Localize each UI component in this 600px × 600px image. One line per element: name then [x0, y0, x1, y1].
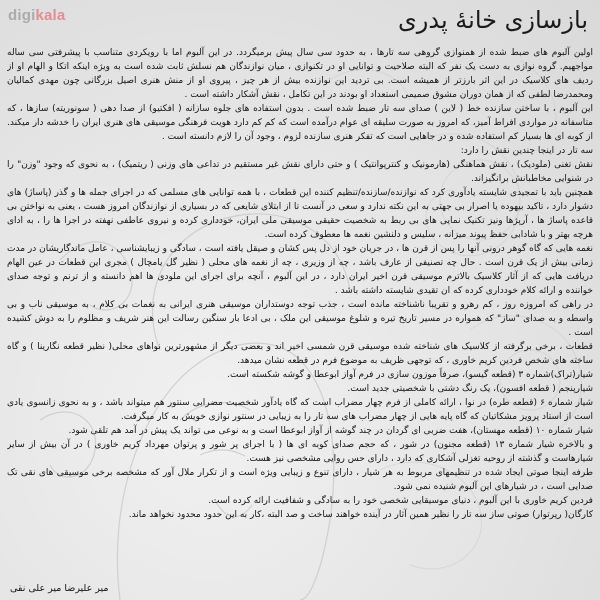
body-paragraph: شیارپنجم ( قطعه افسون)، یک رنگ دشتی با شخصیتی جدید است.	[347, 384, 593, 394]
body-paragraph: سه تار در اینجا چندین نقش را دارد:	[460, 146, 593, 156]
body-paragraph: فردین کریم خاوری با این آلبوم ، دنیای موسیقایی شخصی خود را به سادگی و شفافیت ارائه کرده است.	[208, 496, 593, 506]
body-paragraph: طرفه اینجا صوتی ایجاد شده در تنظیمهای مربوط به هر شیار ، دارای تنوع و زیبایی ویژه است و از تکرار ملال آور که مشخصه برخی موسیقی های نقی تک صدایی است ، در شیارهای این آلبوم شنیده نمی شود.	[7, 468, 593, 492]
body-paragraph: اولین آلبوم های ضبط شده از همنوازی گروهی سه تارها ، به حدود سی سال پیش برمیگردد. در این آلبوم اما با رویکردی متناسب با پیشرفتی سی ساله مواجهیم. گروه نوازی به دست یک نفر که البته صلاحیت و توانایی او در تکنوازی ، میان نوازندگان هم نسلش ثابت شده است به ویژه اینکه اتکا و الهام او از ردیف های کلاسیک در این اثر بارزتر از همیشه است. بی تردید این نوازنده بیش از هر چیز ، پیروی او از منش هنری اصیل بزرگانی چون مهدی کمالیان ومحمدرضا لطفی که از همان دوران مشوق صمیمی استعداد او بودند در این تکامل ، نقش آشکار داشته است .	[7, 48, 593, 100]
body-paragraph: همچنین باید با تمجیدی شایسته یادآوری کرد که نوازنده/سازنده/تنظیم کننده این قطعات ، با همه توانایی های مسلمی که در اجرای جمله ها و گذر (پاساژ) های دشوار دارد ، تاکید بیهوده یا اصرار بی جهتی به این نکته ندارد و سعی در آنست تا از ابتلای شایعی که در بسیاری از نوازندگان امروز هست ، یعنی به نواختن بی قاعده پاساژ ها ، آرپژها ونیز تکنیک نمایی های بی ربط به شخصیت حقیقی موسیقی ملی ایران، خودداری کرده و نیروی عاطفی نهفته در اجرا ها را ، به ادای هرچه بهتر و با شادابی حفظ پیوند میزانه ، سلیس و دلنشین نغمه ها معطوف کرده است.	[7, 188, 593, 240]
watermark-digi: digi	[8, 7, 36, 24]
body-paragraph: و بالاخره شیار شماره ۱۳ (قطعه مجنون) در شور ، که حجم صدای کوبه ای ها ( با اجرای پر شور و پرتوان مهرداد کریم خاوری ) در آن بیش از سایر شیارهاست و گذشته از روحیه تغزلی آشکاری که دارد ، دارای حس روایی مشخصی نیز هست.	[7, 440, 593, 464]
body-paragraph: شیار شماره ۱۰ (قطعه مهستان)، هفت ضربی ای گردان در چند گوشه از آواز ابوعطا است و به نوعی می تواند یک پیش در آمد هم تلقی شود.	[68, 426, 593, 436]
body-paragraph: این آلبوم ، با ساختن سازنده خط ( لاین ) صدای سه تار ضبط شده است . بدون استفاده های جلوه سازانه ( افکتیو) از صدا دهی ( سونوریته) سازها ، که متاسفانه در مواردی افراط آمیز، که امروز به صورت سلیقه ای عوام درآمده است که کم کم دارد هویت فرهنگی موسیقی های هنری ایران را خدشه دار میکند. از کوبه ای ها بسیار کم استفاده شده و در جاهایی است که تفکر هنری سازنده لزوم ، وجود آن را لازم دانسته است .	[7, 104, 593, 142]
watermark-kala: kala	[35, 7, 66, 24]
digikala-watermark	[8, 7, 65, 24]
page-title: بازسازی خانهٔ پدری	[398, 6, 588, 34]
body-paragraph: در راهی که امروزه روز ، کم رهرو و تقریبا ناشناخته مانده است ، جذب توجه دوستداران موسیقی هنری ایرانی به نغمات بی کلام ، به موسیقی ناب و بی واسطه و به صدای "ساز" که همواره در مسیر تاریخ تیره و شلوغ موسیقی این ملک ، بی ادعا بار سنگین رسالت این هنر شریف و مظلوم را به دوش کشیده است .	[7, 300, 593, 338]
body-paragraph: قطعات ، برخی برگرفته از کلاسیک های شناخته شده موسیقی قرن شمسی اخیر اند و بعضی دیگر از مشهورترین نواهای محلی( نظیر قطعه نگارینا ) و گاه ساخته های شخص فردین کریم خاوری ، که توجهی ظریف به موضوع فرم در قطعه نشان میدهد.	[7, 342, 593, 366]
author-signature: میر علیرضا میر علی نقی	[10, 583, 109, 594]
body-paragraph: کارگان( رپرتوار) صوتی ساز سه تار را نظیر همین آثار در آینده خواهند ساخت و صد البته ،کار به این حدود محدود نخواهد ماند.	[128, 510, 593, 520]
body-paragraph: نقش تغنی (ملودیک) ، نقش هماهنگی (هارمونیک و کنترپوانتیک ) و حتی دارای نقش غیر مستقیم در تداعی های وزنی ( ریتمیک) ، به نحوی که وجود "وزن" را در شنوایی مخاطبانش برانگیزاند.	[7, 160, 593, 184]
body-paragraph: نغمه هایی که گاه گوهر درونی آنها را پس از قرن ها ، در جریان خود از دل پس کشان و صیقل یافته است ، سادگی و زیبایشناسی ، عامل ماندگاریشان در مدت زمانی بیش از یک قرن است . حال چه تصنیفی از عارف باشد ، چه از وزیری ، چه از نغمه های محلی ( نظیر گل یامچال ) مجری این قطعات در عین الهام دریافت هایی که از آثار کلاسیک بالاترم موسیقی قرن اخیر ایران دارد ، در این آلبوم ، آنچه برای اجرای این ملودی ها اهم دانسته و از ترنم و توجه صدای خواننده و ارائه کلام خودداری کرده که ان تقیدی شایسته داشته باشد .	[7, 244, 593, 296]
body-paragraph: شیار شماره ۶ (قطعه طره) در نوا ، ارائه کاملی از فرم چهار مضراب است که گاه یادآور شخصیت مضرابی سنتور هم میتواند باشد ، و به نحوی زانسوی یادی است از استاد پرویز مشکاتیان که گاه پایه هایی از چهار مضراب های سه تار را به زیبایی در سنتور نوازی خویش به کار میگرفت.	[7, 398, 593, 422]
body-paragraph: شیار(تراک)شماره ۳ (قطعه گیسو)، صرفاً موزون سازی در فرم آواز ابوعطا و گوشه شکسته است.	[227, 370, 593, 380]
article-body	[7, 46, 593, 578]
